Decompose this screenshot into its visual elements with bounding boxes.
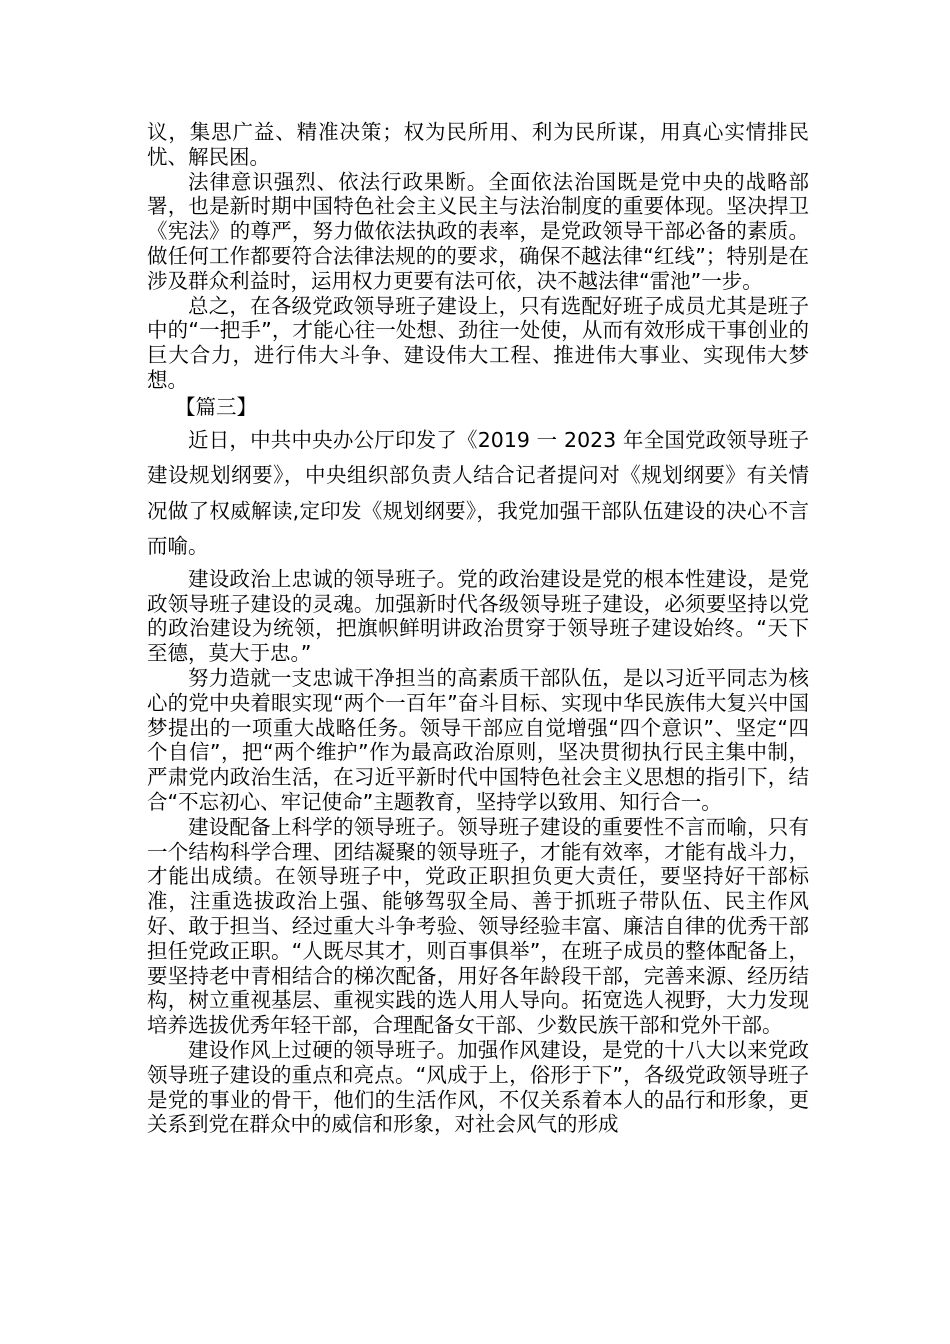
paragraph-political-loyalty: 建设政治上忠诚的领导班子。党的政治建设是党的根本性建设，是党政领导班子建设的灵魂。加强新时代各级领导班子建设，必须要坚持以党的政治建设为统领，把旗帜鲜明讲政治贯穿于领导班子建设始终。“天下至德，莫大于忠。” [147, 566, 809, 666]
paragraph-legal-awareness: 法律意识强烈、依法行政果断。全面依法治国既是党中央的战略部署，也是新时期中国特色社会主义民主与法治制度的重要体现。坚决捍卫《宪法》的尊严，努力做依法执政的表率，是党政领导干部必备的素质。做任何工作都要符合法律法规的的要求，确保不越法律“红线”；特别是在涉及群众利益时，运用权力更要有法可依，决不越法律“雷池”一步。 [147, 169, 809, 293]
paragraph-cadre-team: 努力造就一支忠诚干净担当的高素质干部队伍，是以习近平同志为核心的党中央着眼实现“两个一百年”奋斗目标、实现中华民族伟大复兴中国梦提出的一项重大战略任务。领导干部应自觉增强“四个意识”、坚定“四个自信”，把“两个维护”作为最高政治原则，坚决贯彻执行民主集中制，严肃党内政治生活，在习近平新时代中国特色社会主义思想的指引下，结合“不忘初心、牢记使命”主题教育，坚持学以致用、知行合一。 [147, 665, 809, 814]
paragraph-intro: 近日，中共中央办公厅印发了《2019 一 2023 年全国党政领导班子建设规划纲要》，中央组织部负责人结合记者提问对《规划纲要》有关情况做了权威解读,定印发《规划纲要》，我党加强干部队伍建设的决心不言而喻。 [147, 427, 809, 559]
paragraph-scientific-staffing: 建设配备上科学的领导班子。领导班子建设的重要性不言而喻，只有一个结构科学合理、团结凝聚的领导班子，才能有效率，才能有战斗力，才能出成绩。在领导班子中，党政正职担负更大责任，要坚持好干部标准，注重选拔政治上强、能够驾驭全局、善于抓班子带队伍、民主作风好、敢于担当、经过重大斗争考验、领导经验丰富、廉洁自律的优秀干部担任党政正职。“人既尽其才，则百事俱举”，在班子成员的整体配备上，要坚持老中青相结合的梯次配备，用好各年龄段干部，完善来源、经历结构，树立重视基层、重视实践的选人用人导向。拓宽选人视野，大力发现培养选拔优秀年轻干部，合理配备女干部、少数民族干部和党外干部。 [147, 814, 809, 1038]
paragraph-conclusion: 总之，在各级党政领导班子建设上，只有选配好班子成员尤其是班子中的“一把手”，才能心往一处想、劲往一处使，从而有效形成干事创业的巨大合力，进行伟大斗争、建设伟大工程、推进伟大事业、实现伟大梦想。 [147, 293, 809, 392]
document-body [147, 120, 809, 1137]
paragraph-continuation: 议，集思广益、精准决策；权为民所用、利为民所谋，用真心实情排民忧、解民困。 [147, 120, 809, 169]
section-heading: 【篇三】 [175, 394, 257, 419]
paragraph-work-style: 建设作风上过硬的领导班子。加强作风建设，是党的十八大以来党政领导班子建设的重点和亮点。“风成于上，俗形于下”，各级党政领导班子是党的事业的骨干，他们的生活作风，不仅关系着本人的品行和形象，更关系到党在群众中的威信和形象，对社会风气的形成 [147, 1037, 809, 1137]
